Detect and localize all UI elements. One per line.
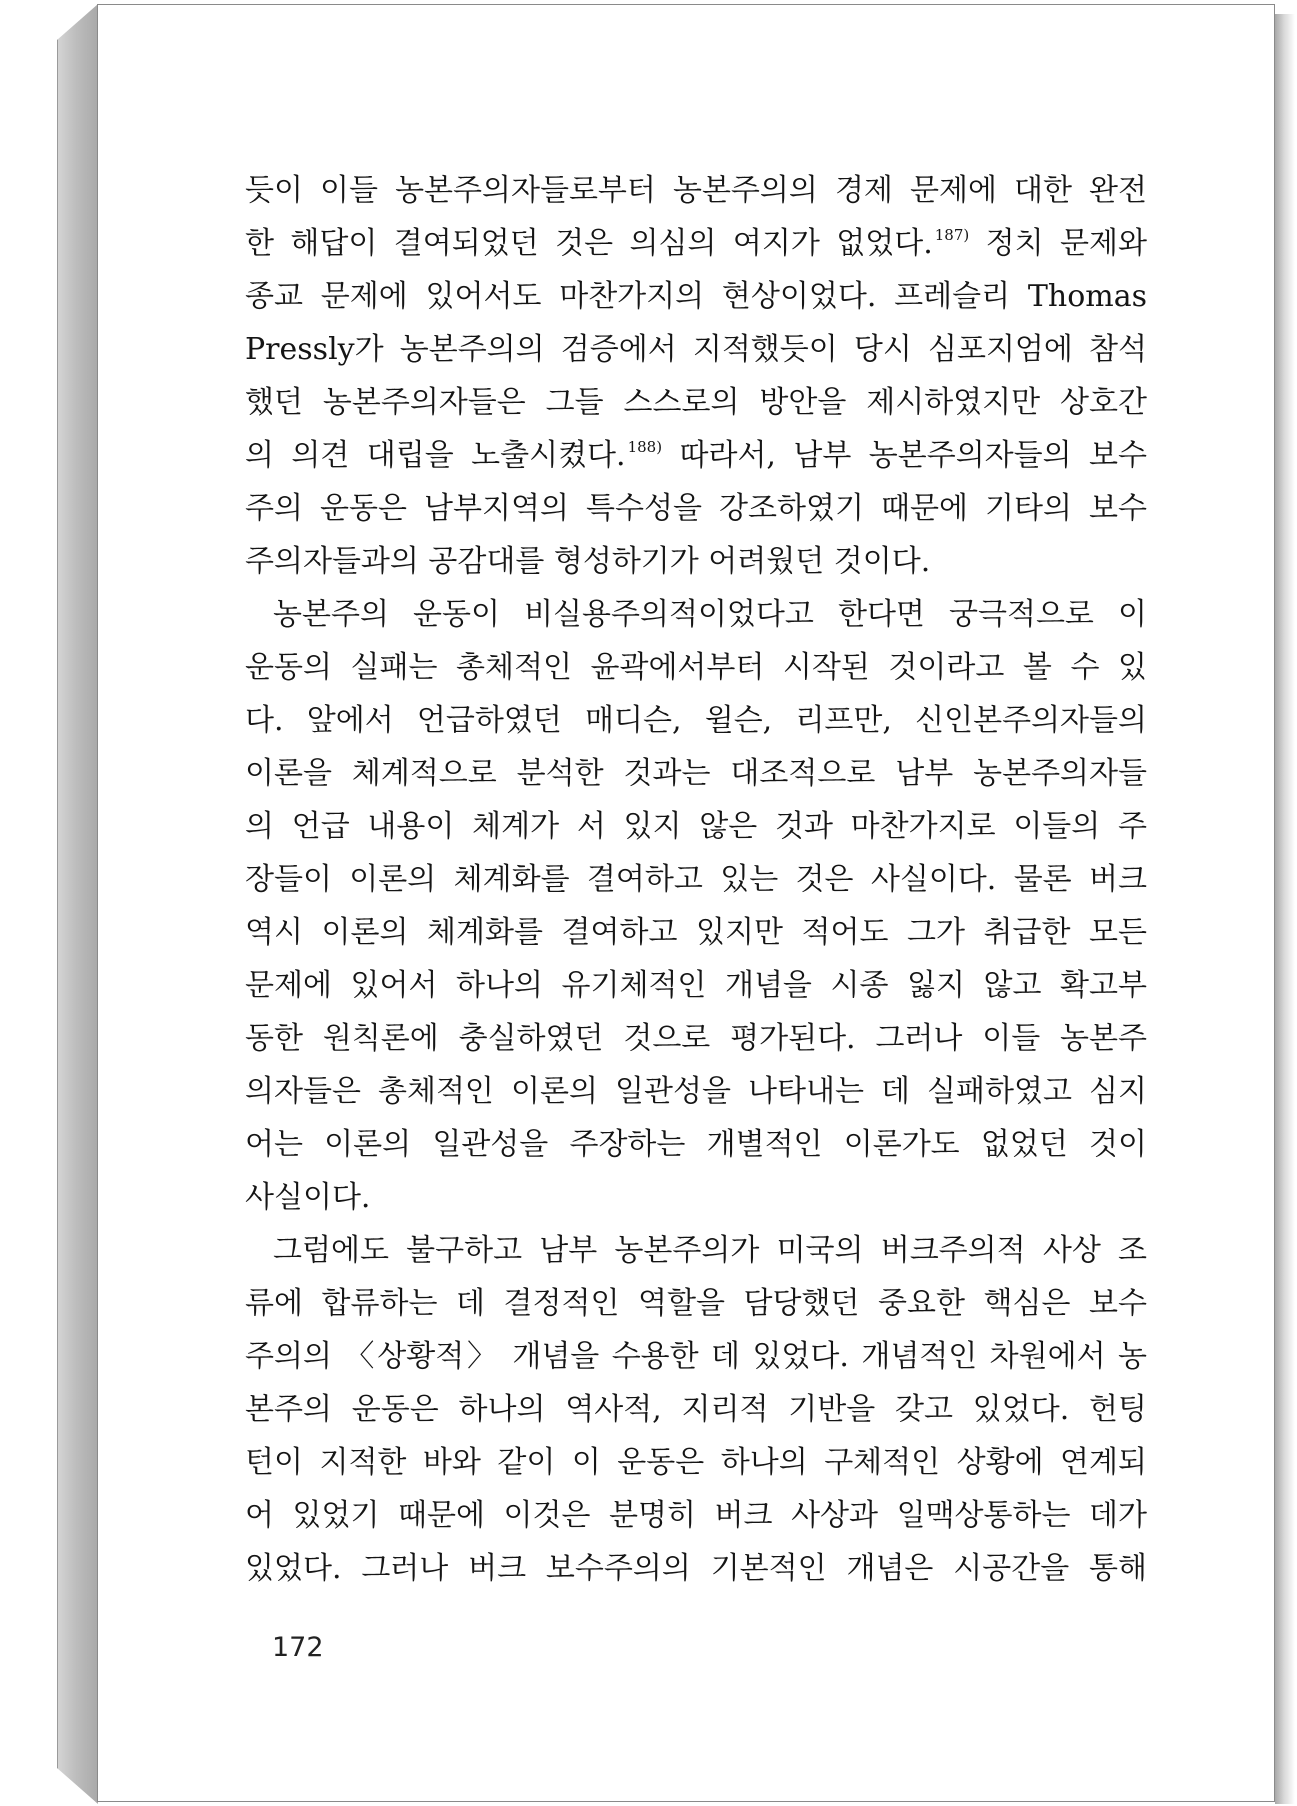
text-line — [245, 1383, 1147, 1436]
text-line-content: 어는 이론의 일관성을 주장하는 개별적인 이론가도 없었던 것이 — [245, 1127, 1147, 1162]
text-line — [245, 588, 1147, 641]
text-line — [245, 1277, 1147, 1330]
text-line-content: 류에 합류하는 데 결정적인 역할을 담당했던 중요한 핵심은 보수 — [245, 1286, 1147, 1321]
book-spine — [57, 4, 98, 1804]
text-line — [245, 1542, 1147, 1595]
text-line — [245, 747, 1147, 800]
text-line — [245, 1012, 1147, 1065]
text-line-content: 주의 운동은 남부지역의 특수성을 강조하였기 때문에 기타의 보수 — [245, 491, 1147, 526]
text-line — [245, 641, 1147, 694]
text-line — [245, 906, 1147, 959]
text-line-content: 다. 앞에서 언급하였던 매디슨, 윌슨, 리프만, 신인본주의자들의 — [245, 703, 1147, 738]
text-line-content: 한 해답이 결여되었던 것은 의심의 여지가 없었다. — [245, 226, 933, 261]
text-line — [245, 482, 1147, 535]
text-line — [245, 1171, 1147, 1224]
text-line-content: 동한 원칙론에 충실하였던 것으로 평가된다. 그러나 이들 농본주 — [245, 1021, 1147, 1056]
text-line-content: 장들이 이론의 체계화를 결여하고 있는 것은 사실이다. 물론 버크 — [245, 862, 1147, 897]
footnote-marker: 188) — [627, 438, 663, 456]
text-line — [245, 1224, 1147, 1277]
text-line — [245, 800, 1147, 853]
text-line-content: 턴이 지적한 바와 같이 이 운동은 하나의 구체적인 상황에 연계되 — [245, 1445, 1147, 1480]
text-line-content: 이론을 체계적으로 분석한 것과는 대조적으로 남부 농본주의자들 — [245, 756, 1147, 791]
text-line — [245, 1436, 1147, 1489]
text-line-content: 종교 문제에 있어서도 마찬가지의 현상이었다. 프레슬리 Thomas — [245, 279, 1147, 314]
text-line — [245, 323, 1147, 376]
text-line-content: 역시 이론의 체계화를 결여하고 있지만 적어도 그가 취급한 모든 — [245, 915, 1147, 950]
text-line-content: 문제에 있어서 하나의 유기체적인 개념을 시종 잃지 않고 확고부 — [245, 968, 1147, 1003]
text-line — [245, 694, 1147, 747]
text-line-content: 주의의 〈상황적〉 개념을 수용한 데 있었다. 개념적인 차원에서 농 — [245, 1339, 1147, 1374]
text-line-content: 의 언급 내용이 체계가 서 있지 않은 것과 마찬가지로 이들의 주 — [245, 809, 1147, 844]
text-line — [245, 535, 1147, 588]
text-line-content: 농본주의 운동이 비실용주의적이었다고 한다면 궁극적으로 이 — [273, 597, 1147, 632]
page-number: 172 — [272, 1632, 324, 1663]
text-line-content: 듯이 이들 농본주의자들로부터 농본주의의 경제 문제에 대한 완전 — [245, 173, 1147, 208]
text-line-content: 본주의 운동은 하나의 역사적, 지리적 기반을 갖고 있었다. 헌팅 — [245, 1392, 1147, 1427]
footnote-marker: 187) — [934, 226, 970, 244]
text-line-content: 따라서, 남부 농본주의자들의 보수 — [662, 438, 1147, 473]
text-line — [245, 1489, 1147, 1542]
text-line — [245, 376, 1147, 429]
text-line-content: 주의자들과의 공감대를 형성하기가 어려웠던 것이다. — [245, 544, 931, 579]
text-line — [245, 270, 1147, 323]
text-line — [245, 429, 1147, 482]
text-line-content: 그럼에도 불구하고 남부 농본주의가 미국의 버크주의적 사상 조 — [273, 1233, 1147, 1268]
text-line — [245, 853, 1147, 906]
text-line — [245, 1065, 1147, 1118]
page-shadow — [1275, 14, 1295, 1804]
text-line-content: Pressly가 농본주의의 검증에서 지적했듯이 당시 심포지엄에 참석 — [245, 332, 1147, 367]
text-line — [245, 1118, 1147, 1171]
text-line — [245, 164, 1147, 217]
text-line-content: 있었다. 그러나 버크 보수주의의 기본적인 개념은 시공간을 통해 — [245, 1551, 1147, 1586]
body-text — [245, 164, 1147, 1595]
text-line — [245, 959, 1147, 1012]
text-line-content: 운동의 실패는 총체적인 윤곽에서부터 시작된 것이라고 볼 수 있 — [245, 650, 1147, 685]
text-line — [245, 1330, 1147, 1383]
text-line — [245, 217, 1147, 270]
text-line-content: 사실이다. — [245, 1180, 371, 1215]
text-line-content: 어 있었기 때문에 이것은 분명히 버크 사상과 일맥상통하는 데가 — [245, 1498, 1147, 1533]
text-line-content: 했던 농본주의자들은 그들 스스로의 방안을 제시하였지만 상호간 — [245, 385, 1147, 420]
text-line-content: 의 의견 대립을 노출시켰다. — [245, 438, 626, 473]
text-line-content: 의자들은 총체적인 이론의 일관성을 나타내는 데 실패하였고 심지 — [245, 1074, 1147, 1109]
text-line-content: 정치 문제와 — [969, 226, 1147, 261]
